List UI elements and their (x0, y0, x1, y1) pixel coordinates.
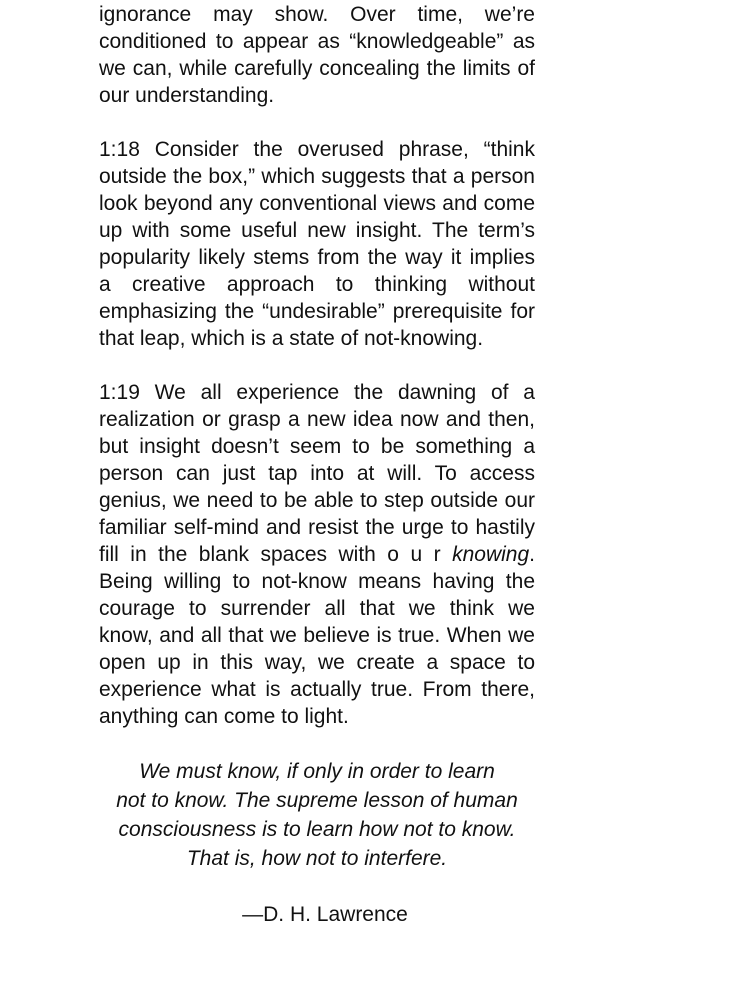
paragraph-1-19-text-after: . Being willing to not-know means having the courage to surrender all that we think we know, and all that we believe is true. When we open up in this way, we create a space to experience what is actually true. From there, anything can come to light. (99, 543, 535, 728)
paragraph-continuation: ignorance may show. Over time, we’re conditioned to appear as “knowledgeable” as we can, while carefully concealing the limits of our understanding. (99, 3, 535, 107)
paragraph-1-19-text-before: 1:19 We all experience the dawning of a realization or grasp a new idea now and then, but insight doesn’t seem to be something a person can just tap into at will. To access genius, we need to be able to step outside our familiar self-mind and resist the urge to hastily fill in the blank spaces with o u r (99, 381, 535, 566)
quote-line: consciousness is to learn how not to know. (118, 818, 516, 841)
document-page (99, 0, 535, 928)
paragraph-1-19-emphasis: knowing (452, 543, 530, 566)
quote-line: We must know, if only in order to learn (139, 760, 495, 783)
quote-attribution: —D. H. Lawrence (242, 903, 408, 926)
paragraph-1-18: 1:18 Consider the overused phrase, “think outside the box,” which suggests that a person look beyond any conventional views and come up with some useful new insight. The term’s popularity likely stems from the way it implies a creative approach to thinking without emphasizing the “undesirable” prerequisite for that leap, which is a state of not-knowing. (99, 138, 535, 350)
quote-line: not to know. The supreme lesson of human (116, 789, 518, 812)
paragraph-1-19 (99, 379, 535, 730)
epigraph-quote (99, 757, 535, 873)
quote-line: That is, how not to interfere. (186, 847, 448, 870)
